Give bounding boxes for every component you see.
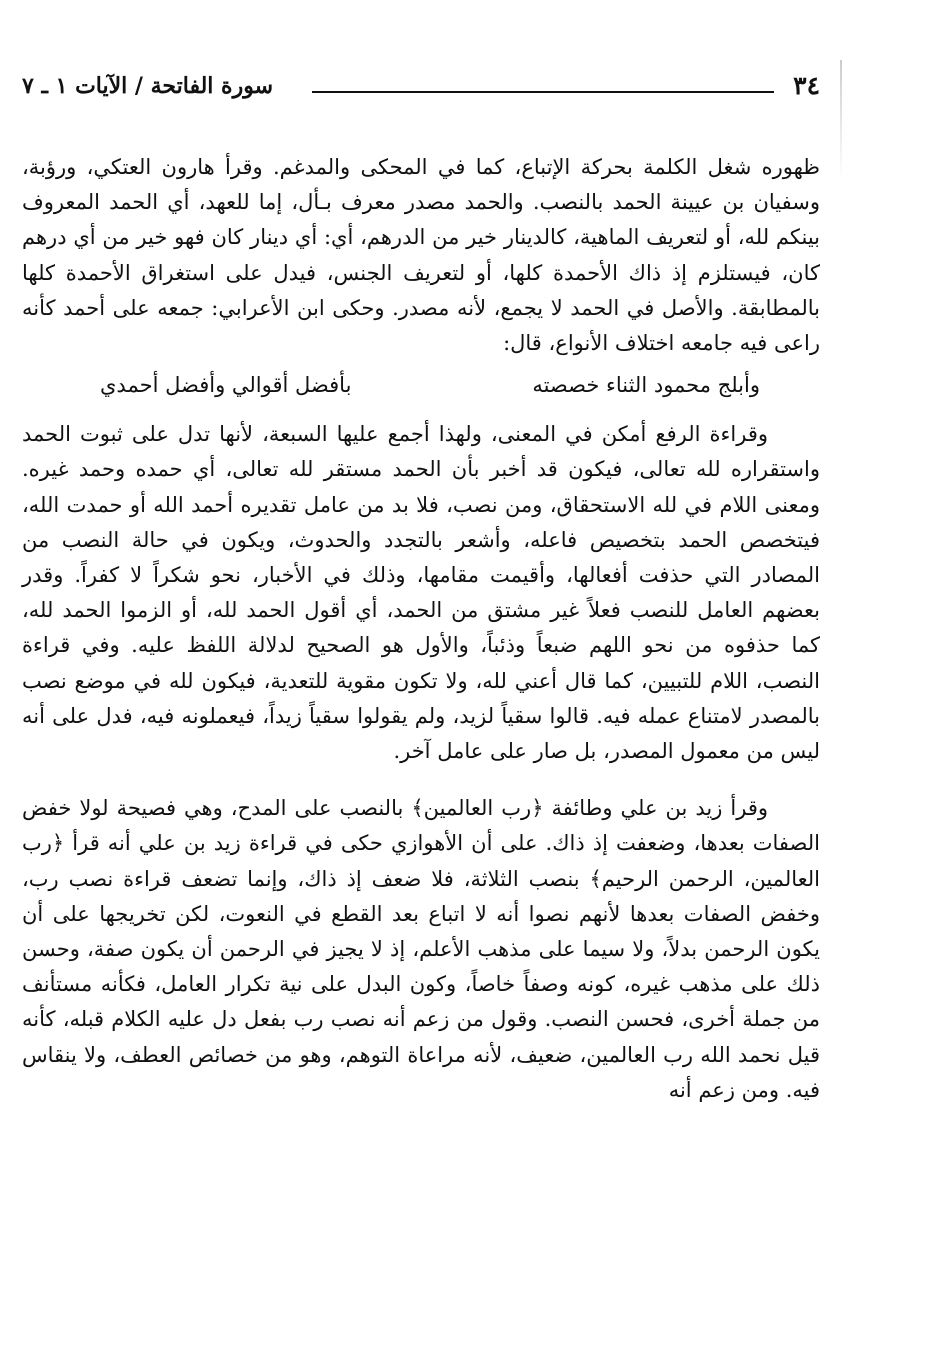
verse-first-hemistich: وأبلج محمود الثناء خصصته [532,373,760,398]
paragraph-1: ظهوره شغل الكلمة بحركة الإتباع، كما في المحكى والمدغم. وقرأ هارون العتكي، ورؤبة، وسفيان بن عيينة الحمد بالنصب. والحمد مصدر معرف بـأل، إما للعهد، أي الحمد المعروف بينكم لله، أو لتعريف الماهية، كالدينار خير من الدرهم، أي: أي دينار كان فهو خير من أي درهم كان، فيستلزم إذ ذاك الأحمدة كلها، أو لتعريف الجنس، فيدل على استغراق الأحمدة كلها بالمطابقة. والأصل في الحمد لا يجمع، لأنه مصدر. وحكى ابن الأعرابي: جمعه على أحمد كأنه راعى فيه جامعه اختلاف الأنواع، قال: [22,155,820,356]
page-number: ٣٤ [793,71,820,100]
paragraph-2: وقراءة الرفع أمكن في المعنى، ولهذا أجمع عليها السبعة، لأنها تدل على ثبوت الحمد واستقراره لله تعالى، فيكون قد أخبر بأن الحمد مستقر لله تعالى، أي حمده وحمد غيره. ومعنى اللام في لله الاستحقاق، ومن نصب، فلا بد من عامل تقديره أحمد الله أو حمدت الله، فيتخصص الحمد بتخصيص فاعله، وأشعر بالتجدد والحدوث، ويكون في حالة النصب من المصادر التي حذفت أفعالها، وأقيمت مقامها، وذلك في الأخبار، نحو شكراً لا كفراً. وقدر بعضهم العامل للنصب فعلاً غير مشتق من الحمد، أي أقول الحمد لله، أو الزموا الحمد لله، كما حذفوه من نحو اللهم ضبعاً وذئباً، والأول هو الصحيح لدلالة اللفظ عليه. وفي قراءة النصب، اللام للتبيين، كما قال أعني لله، ولا تكون مقوية للتعدية، فيكون لله في موضع نصب بالمصدر لامتناع عمله فيه. قالوا سقياً لزيد، ولم يقولوا سقياً زيداً، فيعملونه فيه، فدل على أنه ليس من معمول المصدر، بل صار على عامل آخر. [22,422,820,764]
scan-margin-mark [840,60,842,180]
body-text [22,150,820,1108]
running-title: سورة الفاتحة / الآيات ١ ـ ٧ [22,73,274,99]
page-header [22,66,820,106]
poetry-verse [22,367,820,403]
header-rule [312,91,774,93]
paragraph-3: وقرأ زيد بن علي وطائفة ﴿رب العالمين﴾ بالنصب على المدح، وهي فصيحة لولا خفض الصفات بعدها، وضعفت إذ ذاك. على أن الأهوازي حكى في قراءة زيد بن علي أنه قرأ ﴿رب العالمين، الرحمن الرحيم﴾ بنصب الثلاثة، فلا ضعف إذ ذاك، وإنما تضعف قراءة نصب رب، وخفض الصفات بعدها لأنهم نصوا أنه لا اتباع بعد القطع في النعوت، لكن تخريجها على أن يكون الرحمن بدلاً، ولا سيما على مذهب الأعلم، إذ لا يجيز في الرحمن أن يكون صفة، وحسن ذلك على مذهب غيره، كونه وصفاً خاصاً، وكون البدل على نية تكرار العامل، فكأنه مستأنف من جملة أخرى، فحسن النصب. وقول من زعم أنه نصب رب بفعل دل عليه الكلام قبله، كأنه قيل نحمد الله رب العالمين، ضعيف، لأنه مراعاة التوهم، وهو من خصائص العطف، ولا ينقاس فيه. ومن زعم أنه [22,796,820,1102]
verse-second-hemistich: بأفضل أقوالي وأفضل أحمدي [100,373,352,398]
